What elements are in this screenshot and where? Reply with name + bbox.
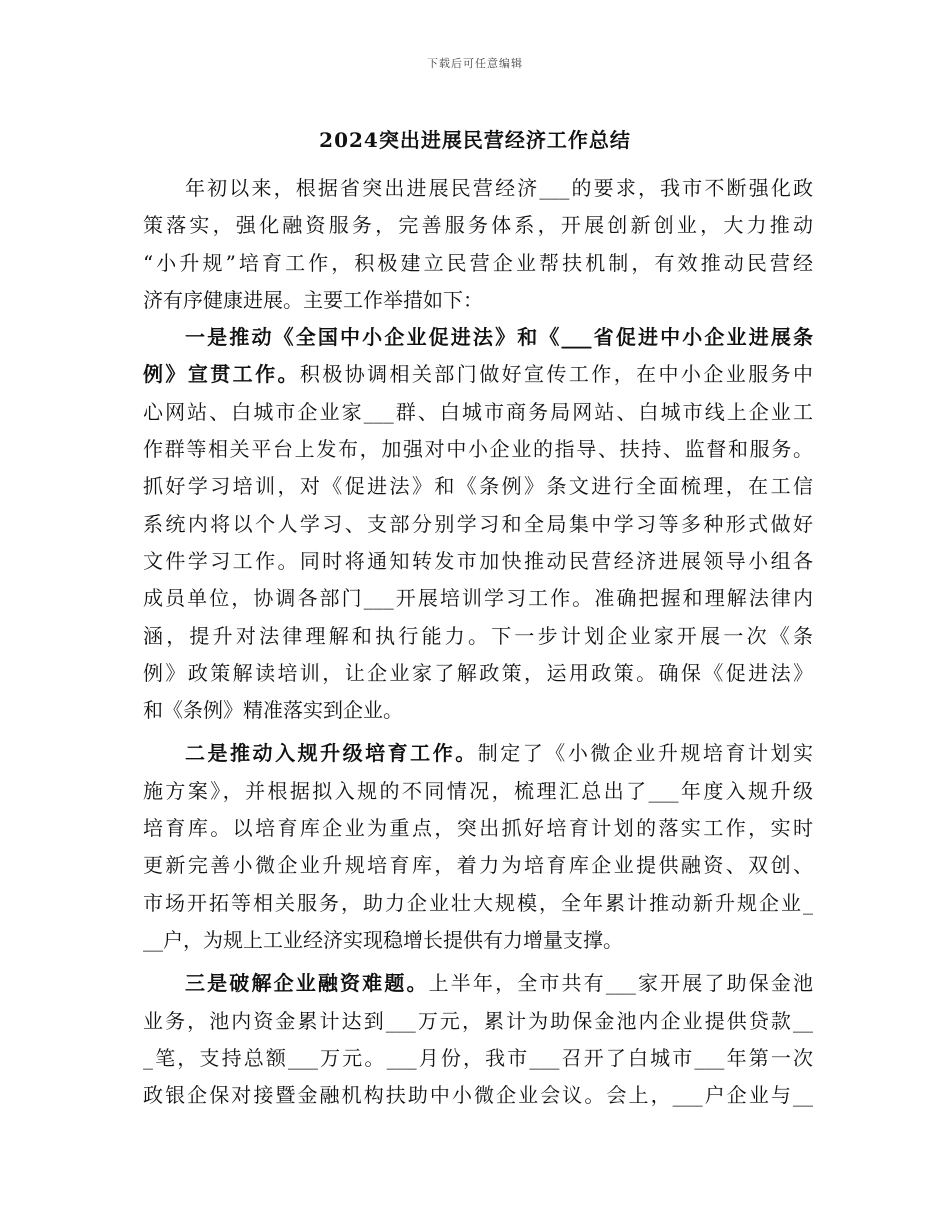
text-fragment: 制定了《小微企业升规培育计划实 (477, 741, 813, 766)
text-line: 更新完善小微企业升规培育库，着力为培育库企业提供融资、双创、 (143, 853, 813, 878)
text-line: “小升规”培育工作，积极建立民营企业帮扶机制，有效推动民营经 (143, 250, 813, 275)
text-line: 年初以来，根据省突出进展民营经济___的要求，我市不断强化政 (185, 176, 813, 200)
section-1-heading-end: 例》宣贯工作。 (143, 362, 300, 387)
text-fragment: 上半年，全市共有___家开展了助保金池 (428, 971, 813, 996)
text-line (143, 356, 813, 393)
text-line: 策落实，强化融资服务，完善服务体系，开展创新创业，大力推动 (143, 213, 813, 238)
section-2-heading: 二是推动入规升级培育工作。 (185, 741, 478, 766)
text-line: 涵，提升对法律理解和执行能力。下一步计划企业家开展一次《条 (143, 623, 813, 648)
text-line: 系统内将以个人学习、支部分别学习和全局集中学习等多种形式做好 (143, 511, 813, 536)
text-line: 作群等相关平台上发布，加强对中小企业的指导、扶持、监督和服务。 (143, 437, 813, 462)
text-line: 例》政策解读培训，让企业家了解政策，运用政策。确保《促进法》 (143, 660, 813, 685)
text-line (143, 735, 813, 772)
text-line: 济有序健康进展。主要工作举措如下： (143, 287, 483, 312)
text-line: 业务，池内资金累计达到___万元，累计为助保金池内企业提供贷款__ (143, 1008, 813, 1033)
page-header-note: 下载后可任意编辑 (427, 57, 523, 70)
text-line: 和《条例》精准落实到企业。 (143, 698, 403, 723)
text-fragment: 积极协调相关部门做好宣传工作，在中小企业服务中 (299, 362, 813, 387)
text-line: 心网站、白城市企业家___群、白城市商务局网站、白城市线上企业工 (143, 399, 813, 424)
text-line: 市场开拓等相关服务，助力企业壮大规模，全年累计推动新升规企业_ (143, 890, 813, 915)
text-line: 文件学习工作。同时将通知转发市加快推动民营经济进展领导小组各 (143, 548, 813, 573)
text-line (143, 965, 813, 1002)
text-line: 培育库。以培育库企业为重点，突出抓好培育计划的落实工作，实时 (143, 816, 813, 841)
section-3-paragraph (143, 965, 813, 1114)
section-3-heading: 三是破解企业融资难题。 (185, 971, 429, 996)
intro-paragraph (143, 170, 813, 319)
section-1-paragraph (143, 319, 813, 729)
text-line: __户，为规上工业经济实现稳增长提供有力增量支撑。 (143, 927, 623, 952)
text-line: 施方案》，并根据拟入规的不同情况，梳理汇总出了___年度入规升级 (143, 778, 813, 803)
text-line: _笔，支持总额___万元。___月份，我市___召开了白城市___年第一次 (143, 1045, 813, 1070)
document-body (143, 170, 813, 1114)
text-line: 政银企保对接暨金融机构扶助中小微企业会议。会上，___户企业与__ (143, 1083, 813, 1108)
text-line: 抓好学习培训，对《促进法》和《条例》条文进行全面梳理，在工信 (143, 474, 813, 499)
section-1-heading: 一是推动《全国中小企业促进法》和《___省促进中小企业进展条 (185, 325, 813, 350)
text-line: 成员单位，协调各部门___开展培训学习工作。准确把握和理解法律内 (143, 586, 813, 611)
section-2-paragraph (143, 735, 813, 959)
document-title: 2024突出进展民营经济工作总结 (319, 128, 631, 152)
